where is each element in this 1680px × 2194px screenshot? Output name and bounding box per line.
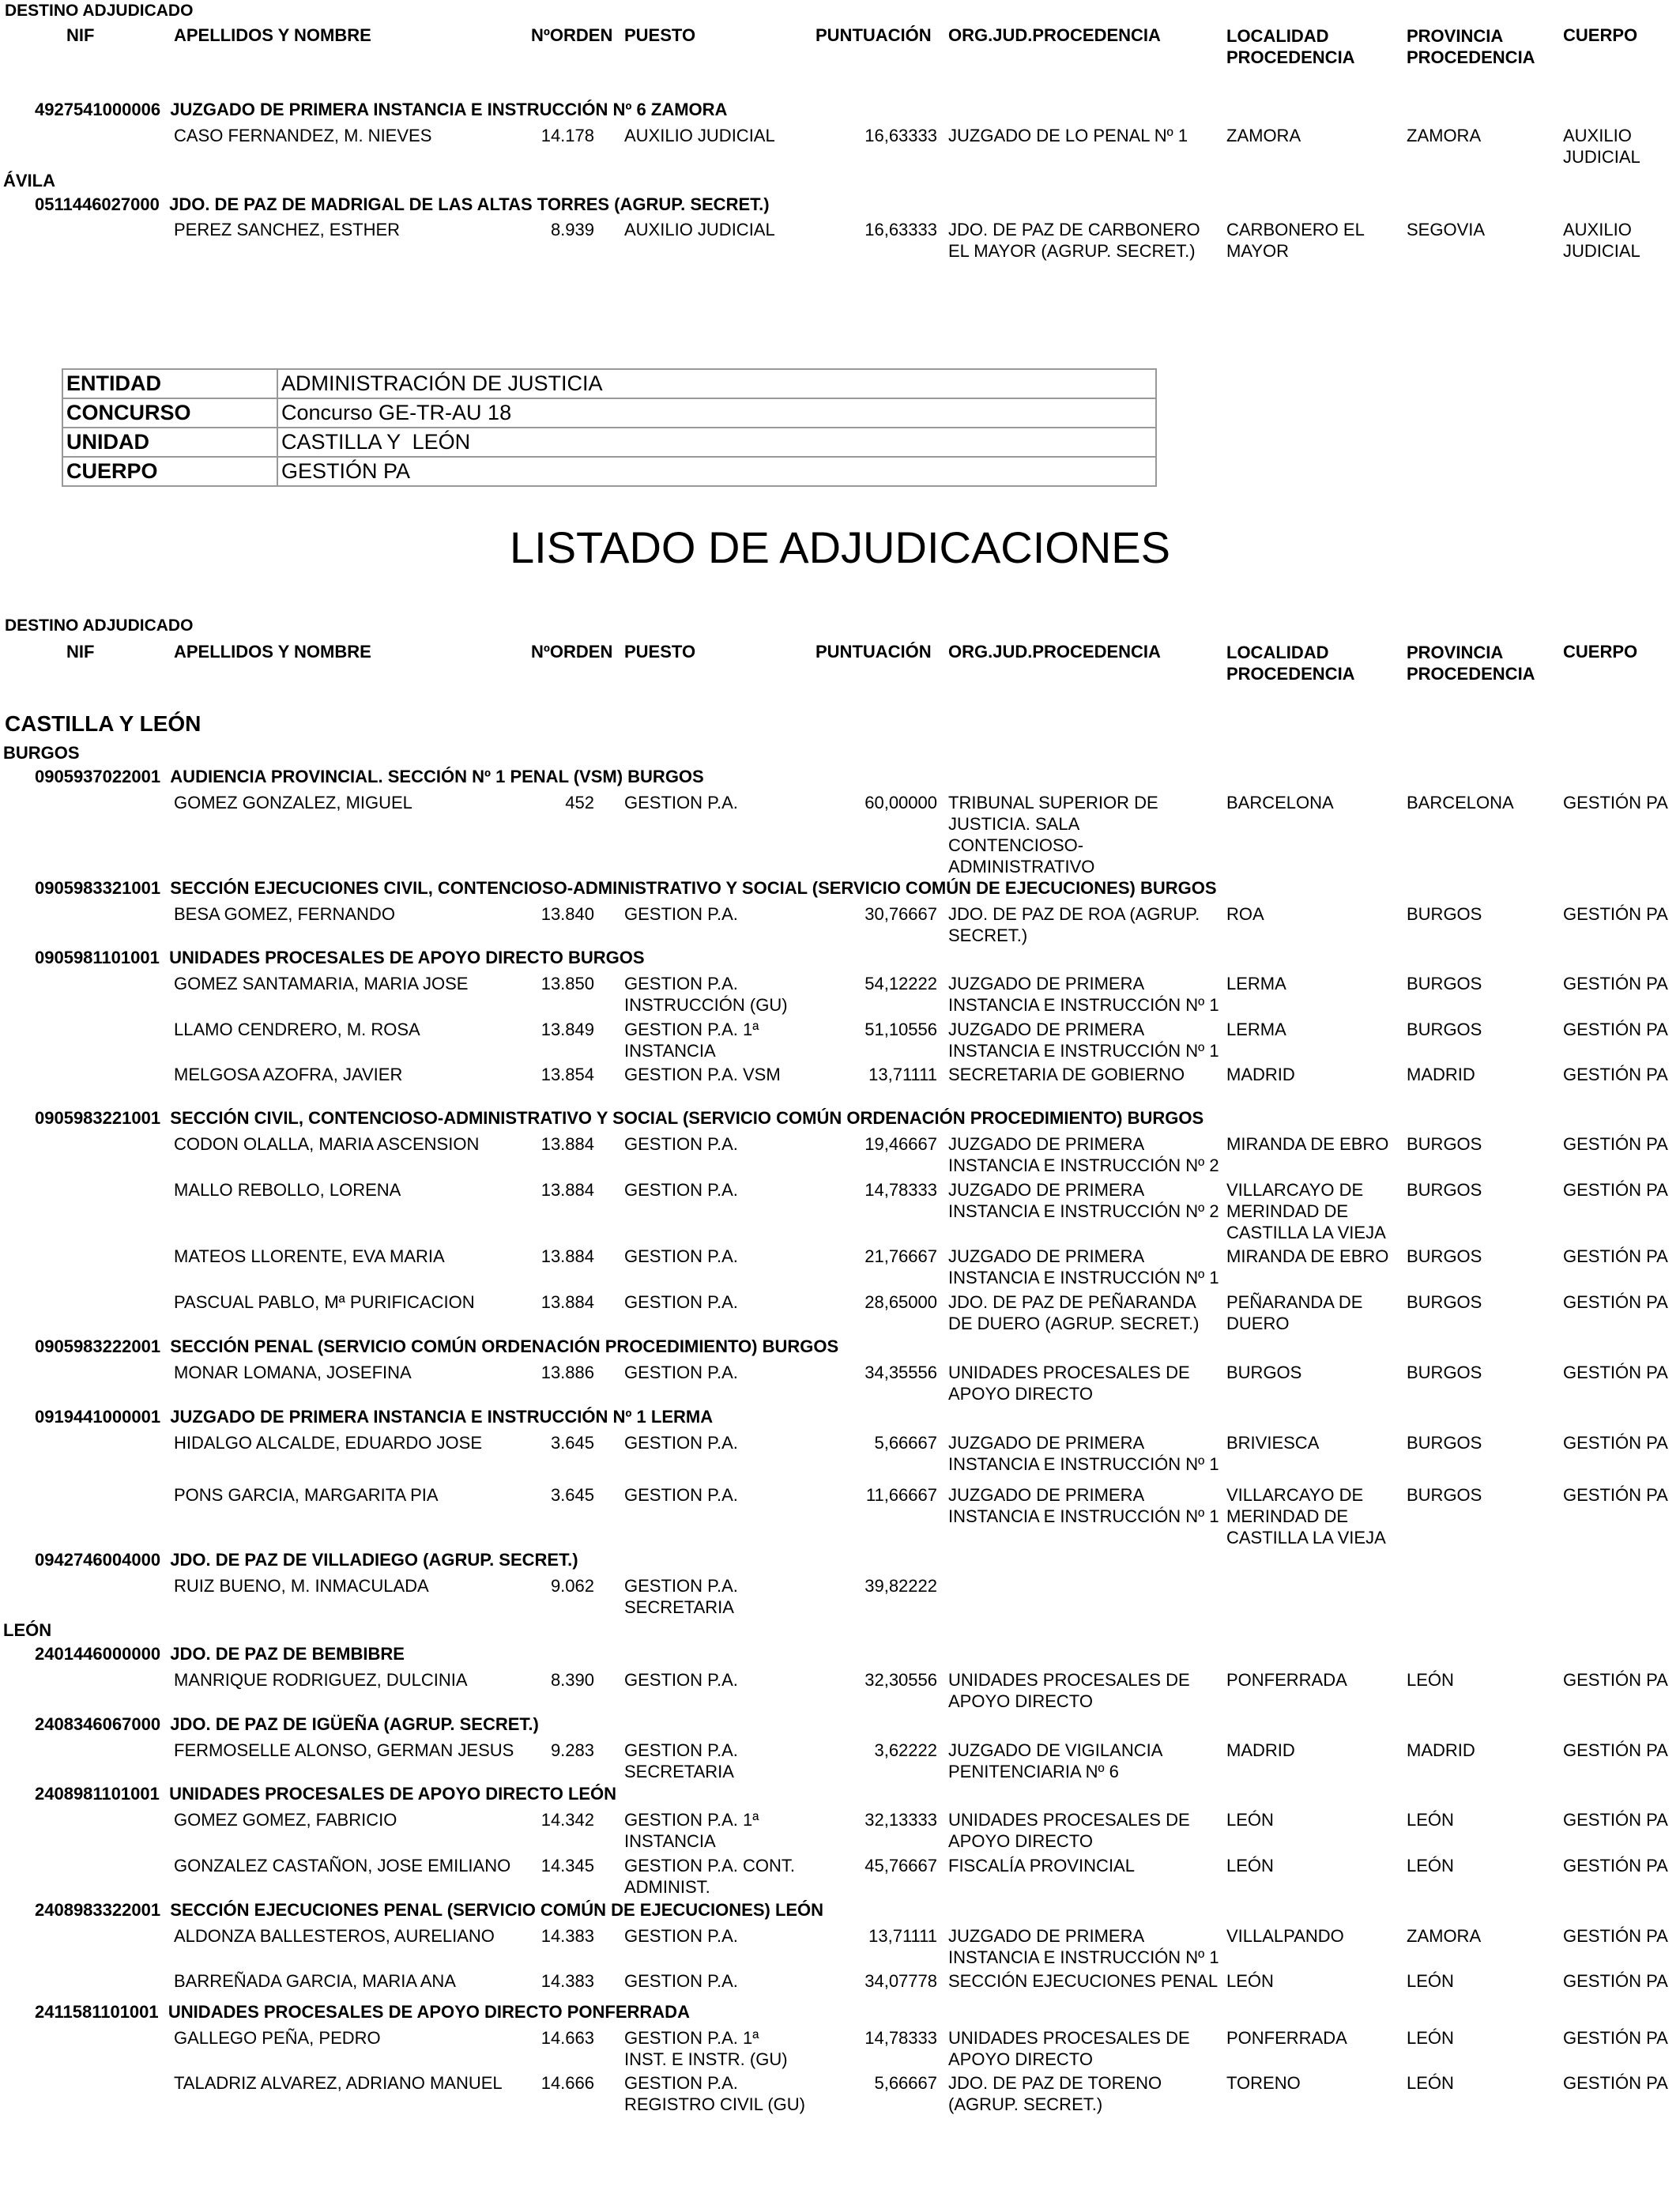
cell-puesto: GESTION P.A. — [624, 1926, 738, 1946]
unit-code: 2408981101001 — [35, 1784, 160, 1804]
info-value: GESTIÓN PA — [277, 457, 1156, 486]
cell-nombre: GOMEZ GOMEZ, FABRICIO — [174, 1810, 397, 1830]
region-title: CASTILLA Y LEÓN — [5, 711, 202, 736]
unit-name: JDO. DE PAZ DE MADRIGAL DE LAS ALTAS TORRES (AGRUP. SECRET.) — [169, 194, 770, 214]
cell-puntuacion: 5,66667 — [874, 1433, 937, 1453]
unit-name: SECCIÓN PENAL (SERVICIO COMÚN ORDENACIÓN PROCEDIMIENTO) BURGOS — [170, 1336, 839, 1356]
cell-puntuacion: 30,76667 — [864, 904, 937, 924]
col-nombre: APELLIDOS Y NOMBRE — [174, 642, 371, 662]
cell-provincia: BURGOS — [1407, 1485, 1482, 1505]
cell-puntuacion: 11,66667 — [865, 1485, 937, 1505]
cell-localidad: BARCELONA — [1226, 793, 1334, 812]
cell-localidad: LEÓN — [1226, 1971, 1274, 1991]
cell-provincia: ZAMORA — [1407, 1926, 1482, 1946]
cell-cuerpo: GESTIÓN PA — [1563, 2028, 1668, 2048]
cell-provincia: LEÓN — [1407, 1810, 1454, 1830]
cell-provincia: BURGOS — [1407, 1020, 1482, 1039]
info-key: UNIDAD — [62, 428, 277, 457]
cell-nombre: CASO FERNANDEZ, M. NIEVES — [174, 126, 432, 145]
unit-header — [35, 194, 770, 215]
cell-localidad: BURGOS — [1226, 1363, 1302, 1382]
cell-provincia: BURGOS — [1407, 974, 1482, 993]
cell-puesto: GESTION P.A. INSTRUCCIÓN (GU) — [624, 974, 788, 1015]
cell-orden: 13.886 — [541, 1363, 594, 1382]
col-localidad: LOCALIDAD PROCEDENCIA — [1226, 26, 1355, 67]
cell-localidad: TORENO — [1226, 2073, 1301, 2093]
info-row-concurso — [62, 398, 1156, 428]
cell-org: JUZGADO DE PRIMERA INSTANCIA E INSTRUCCIÓN Nº 1 — [948, 974, 1219, 1015]
cell-org: JUZGADO DE PRIMERA INSTANCIA E INSTRUCCIÓN Nº 1 — [948, 1485, 1219, 1526]
cell-nombre: GONZALEZ CASTAÑON, JOSE EMILIANO — [174, 1856, 511, 1875]
cell-puesto: GESTION P.A. — [624, 1433, 738, 1453]
cell-cuerpo: GESTIÓN PA — [1563, 1020, 1668, 1039]
cell-provincia: MADRID — [1407, 1740, 1475, 1760]
cell-org: JDO. DE PAZ DE PEÑARANDA DE DUERO (AGRUP. SECRET.) — [948, 1292, 1200, 1333]
cell-provincia: LEÓN — [1407, 2028, 1454, 2048]
unit-name: JUZGADO DE PRIMERA INSTANCIA E INSTRUCCIÓN Nº 1 LERMA — [170, 1407, 714, 1427]
cell-cuerpo: AUXILIO JUDICIAL — [1563, 220, 1640, 261]
unit-header — [35, 1108, 1203, 1129]
cell-puesto: GESTION P.A. — [624, 904, 738, 924]
cell-orden: 14.342 — [541, 1810, 594, 1830]
unit-name: UNIDADES PROCESALES DE APOYO DIRECTO LEÓN — [169, 1784, 617, 1804]
col-puesto: PUESTO — [624, 642, 696, 662]
province-label: BURGOS — [3, 743, 80, 763]
cell-org: UNIDADES PROCESALES DE APOYO DIRECTO — [948, 2028, 1190, 2069]
cell-puesto: GESTION P.A. — [624, 1180, 738, 1200]
cell-cuerpo: GESTIÓN PA — [1563, 1810, 1668, 1830]
cell-org: JUZGADO DE LO PENAL Nº 1 — [948, 126, 1188, 145]
cell-puesto: GESTION P.A. 1ª INST. E INSTR. (GU) — [624, 2028, 788, 2069]
cell-localidad: MIRANDA DE EBRO — [1226, 1246, 1389, 1266]
cell-nombre: MALLO REBOLLO, LORENA — [174, 1180, 401, 1200]
cell-puntuacion: 51,10556 — [864, 1020, 937, 1039]
info-table — [62, 368, 1157, 487]
cell-org: JUZGADO DE PRIMERA INSTANCIA E INSTRUCCIÓN Nº 1 — [948, 1926, 1219, 1967]
cell-nombre: BARREÑADA GARCIA, MARIA ANA — [174, 1971, 456, 1991]
cell-puntuacion: 14,78333 — [864, 1180, 937, 1200]
cell-localidad: BRIVIESCA — [1226, 1433, 1320, 1453]
cell-localidad: VILLARCAYO DE MERINDAD DE CASTILLA LA VIEJA — [1226, 1485, 1386, 1547]
cell-nombre: MONAR LOMANA, JOSEFINA — [174, 1363, 412, 1382]
col-nif: NIF — [66, 642, 95, 662]
info-key: CUERPO — [62, 457, 277, 486]
cell-provincia: BURGOS — [1407, 1246, 1482, 1266]
cell-org: JUZGADO DE PRIMERA INSTANCIA E INSTRUCCIÓN Nº 2 — [948, 1134, 1219, 1175]
cell-puesto: GESTION P.A. — [624, 1485, 738, 1505]
col-nif: NIF — [66, 25, 95, 45]
unit-header — [35, 100, 727, 120]
col-provincia: PROVINCIA PROCEDENCIA — [1407, 26, 1535, 67]
cell-cuerpo: GESTIÓN PA — [1563, 1971, 1668, 1991]
cell-localidad: LEÓN — [1226, 1856, 1274, 1875]
unit-code: 0919441000001 — [35, 1407, 161, 1427]
cell-provincia: LEÓN — [1407, 1670, 1454, 1690]
cell-orden: 9.062 — [550, 1576, 594, 1596]
cell-puesto: AUXILIO JUDICIAL — [624, 126, 775, 145]
cell-nombre: FERMOSELLE ALONSO, GERMAN JESUS — [174, 1740, 514, 1760]
cell-orden: 13.884 — [541, 1134, 594, 1154]
cell-cuerpo: GESTIÓN PA — [1563, 1246, 1668, 1266]
cell-cuerpo: GESTIÓN PA — [1563, 1065, 1668, 1084]
cell-orden: 452 — [565, 793, 594, 812]
cell-provincia: LEÓN — [1407, 1856, 1454, 1875]
col-provincia: PROVINCIA PROCEDENCIA — [1407, 643, 1535, 684]
cell-puesto: GESTION P.A. 1ª INSTANCIA — [624, 1810, 759, 1851]
unit-name: JDO. DE PAZ DE VILLADIEGO (AGRUP. SECRET.) — [170, 1550, 578, 1570]
cell-orden: 3.645 — [550, 1485, 594, 1505]
cell-org: JUZGADO DE PRIMERA INSTANCIA E INSTRUCCIÓN Nº 1 — [948, 1433, 1219, 1474]
cell-puntuacion: 13,71111 — [868, 1065, 937, 1084]
cell-puntuacion: 16,63333 — [864, 126, 937, 145]
cell-org: UNIDADES PROCESALES DE APOYO DIRECTO — [948, 1810, 1190, 1851]
cell-nombre: RUIZ BUENO, M. INMACULADA — [174, 1576, 429, 1596]
cell-nombre: TALADRIZ ALVAREZ, ADRIANO MANUEL — [174, 2073, 503, 2093]
cell-nombre: MATEOS LLORENTE, EVA MARIA — [174, 1246, 445, 1266]
col-puntuacion: PUNTUACIÓN — [816, 642, 932, 662]
cell-nombre: PEREZ SANCHEZ, ESTHER — [174, 220, 401, 239]
unit-code: 0905937022001 — [35, 767, 161, 786]
unit-name: SECCIÓN EJECUCIONES CIVIL, CONTENCIOSO-ADMINISTRATIVO Y SOCIAL (SERVICIO COMÚN DE EJECUCIONES) BURGOS — [170, 878, 1217, 898]
unit-code: 2401446000000 — [35, 1644, 161, 1664]
cell-cuerpo: GESTIÓN PA — [1563, 1134, 1668, 1154]
unit-header — [35, 1336, 838, 1357]
unit-code: 2408983322001 — [35, 1900, 161, 1920]
cell-puesto: GESTION P.A. — [624, 1246, 738, 1266]
unit-name: AUDIENCIA PROVINCIAL. SECCIÓN Nº 1 PENAL (VSM) BURGOS — [170, 767, 704, 786]
cell-puntuacion: 34,35556 — [864, 1363, 937, 1382]
unit-name: UNIDADES PROCESALES DE APOYO DIRECTO PONFERRADA — [168, 2002, 690, 2022]
page-title: LISTADO DE ADJUDICACIONES — [509, 522, 1170, 572]
cell-localidad: MADRID — [1226, 1065, 1295, 1084]
col-orden: NºORDEN — [531, 25, 613, 45]
unit-header — [35, 767, 704, 787]
col-puntuacion: PUNTUACIÓN — [816, 25, 932, 45]
col-localidad: LOCALIDAD PROCEDENCIA — [1226, 643, 1355, 684]
cell-puntuacion: 14,78333 — [864, 2028, 937, 2048]
cell-cuerpo: GESTIÓN PA — [1563, 1485, 1668, 1505]
cell-localidad: PONFERRADA — [1226, 1670, 1347, 1690]
col-cuerpo: CUERPO — [1563, 642, 1638, 662]
cell-orden: 14.666 — [541, 2073, 594, 2093]
cell-org: UNIDADES PROCESALES DE APOYO DIRECTO — [948, 1670, 1190, 1711]
destino-header: DESTINO ADJUDICADO — [5, 2, 194, 20]
cell-nombre: ALDONZA BALLESTEROS, AURELIANO — [174, 1926, 495, 1946]
cell-puesto: GESTION P.A. — [624, 1363, 738, 1382]
cell-puntuacion: 32,13333 — [864, 1810, 937, 1830]
cell-provincia: BARCELONA — [1407, 793, 1514, 812]
col-cuerpo: CUERPO — [1563, 25, 1638, 45]
unit-code: 4927541000006 — [35, 100, 161, 119]
cell-puesto: GESTION P.A. VSM — [624, 1065, 781, 1084]
cell-puntuacion: 5,66667 — [874, 2073, 937, 2093]
cell-org: JDO. DE PAZ DE CARBONERO EL MAYOR (AGRUP. SECRET.) — [948, 220, 1200, 261]
cell-org: JUZGADO DE PRIMERA INSTANCIA E INSTRUCCIÓN Nº 1 — [948, 1246, 1219, 1287]
cell-orden: 14.178 — [541, 126, 594, 145]
cell-orden: 3.645 — [550, 1433, 594, 1453]
cell-org: UNIDADES PROCESALES DE APOYO DIRECTO — [948, 1363, 1190, 1404]
cell-org: JUZGADO DE PRIMERA INSTANCIA E INSTRUCCIÓN Nº 1 — [948, 1020, 1219, 1061]
unit-header — [35, 1784, 616, 1804]
cell-cuerpo: GESTIÓN PA — [1563, 1292, 1668, 1312]
cell-provincia: BURGOS — [1407, 1292, 1482, 1312]
info-value: Concurso GE-TR-AU 18 — [277, 398, 1156, 428]
cell-puesto: GESTION P.A. SECRETARIA — [624, 1576, 738, 1617]
unit-code: 0905983321001 — [35, 878, 161, 898]
cell-puesto: GESTION P.A. — [624, 1670, 738, 1690]
province-label: LEÓN — [3, 1620, 52, 1640]
unit-header — [35, 2002, 690, 2022]
cell-provincia: LEÓN — [1407, 1971, 1454, 1991]
cell-cuerpo: GESTIÓN PA — [1563, 1180, 1668, 1200]
cell-org: TRIBUNAL SUPERIOR DE JUSTICIA. SALA CONTENCIOSO- ADMINISTRATIVO — [948, 793, 1158, 876]
unit-code: 0905983221001 — [35, 1108, 161, 1128]
cell-localidad: ROA — [1226, 904, 1264, 924]
cell-puntuacion: 32,30556 — [864, 1670, 937, 1690]
cell-nombre: GALLEGO PEÑA, PEDRO — [174, 2028, 381, 2048]
cell-orden: 13.850 — [541, 974, 594, 993]
info-key: CONCURSO — [62, 398, 277, 428]
cell-nombre: GOMEZ GONZALEZ, MIGUEL — [174, 793, 412, 812]
unit-name: UNIDADES PROCESALES DE APOYO DIRECTO BURGOS — [169, 948, 645, 967]
cell-puesto: GESTION P.A. — [624, 1971, 738, 1991]
cell-cuerpo: GESTIÓN PA — [1563, 793, 1668, 812]
cell-cuerpo: GESTIÓN PA — [1563, 1926, 1668, 1946]
cell-orden: 13.840 — [541, 904, 594, 924]
cell-cuerpo: GESTIÓN PA — [1563, 1433, 1668, 1453]
cell-cuerpo: AUXILIO JUDICIAL — [1563, 126, 1640, 167]
col-org: ORG.JUD.PROCEDENCIA — [948, 642, 1161, 662]
cell-localidad: VILLALPANDO — [1226, 1926, 1344, 1946]
unit-header — [35, 1407, 713, 1427]
col-orden: NºORDEN — [531, 642, 613, 662]
cell-provincia: BURGOS — [1407, 1134, 1482, 1154]
info-value: CASTILLA Y LEÓN — [277, 428, 1156, 457]
cell-puntuacion: 3,62222 — [874, 1740, 937, 1760]
unit-header — [35, 878, 1217, 899]
cell-puntuacion: 45,76667 — [864, 1856, 937, 1875]
cell-localidad: VILLARCAYO DE MERINDAD DE CASTILLA LA VIEJA — [1226, 1180, 1386, 1242]
cell-orden: 14.383 — [541, 1926, 594, 1946]
info-value: ADMINISTRACIÓN DE JUSTICIA — [277, 369, 1156, 398]
cell-nombre: MANRIQUE RODRIGUEZ, DULCINIA — [174, 1670, 468, 1690]
unit-name: JDO. DE PAZ DE IGÜEÑA (AGRUP. SECRET.) — [170, 1714, 539, 1734]
unit-code: 0905983222001 — [35, 1336, 161, 1356]
cell-puesto: GESTION P.A. SECRETARIA — [624, 1740, 738, 1781]
cell-nombre: GOMEZ SANTAMARIA, MARIA JOSE — [174, 974, 469, 993]
cell-localidad: MADRID — [1226, 1740, 1295, 1760]
unit-code: 2408346067000 — [35, 1714, 161, 1734]
cell-orden: 14.383 — [541, 1971, 594, 1991]
unit-code: 0905981101001 — [35, 948, 160, 967]
cell-cuerpo: GESTIÓN PA — [1563, 2073, 1668, 2093]
cell-orden: 8.390 — [550, 1670, 594, 1690]
cell-puntuacion: 60,00000 — [864, 793, 937, 812]
cell-puntuacion: 13,71111 — [868, 1926, 937, 1946]
cell-puntuacion: 34,07778 — [864, 1971, 937, 1991]
cell-puesto: GESTION P.A. REGISTRO CIVIL (GU) — [624, 2073, 805, 2114]
province-label: ÁVILA — [3, 171, 55, 190]
cell-org: JDO. DE PAZ DE TORENO (AGRUP. SECRET.) — [948, 2073, 1162, 2114]
cell-orden: 14.345 — [541, 1856, 594, 1875]
cell-org: JUZGADO DE VIGILANCIA PENITENCIARIA Nº 6 — [948, 1740, 1163, 1781]
unit-name: JUZGADO DE PRIMERA INSTANCIA E INSTRUCCIÓN Nº 6 ZAMORA — [170, 100, 728, 119]
unit-header — [35, 1644, 405, 1664]
cell-provincia: MADRID — [1407, 1065, 1475, 1084]
cell-orden: 13.884 — [541, 1246, 594, 1266]
cell-puesto: AUXILIO JUDICIAL — [624, 220, 775, 239]
info-row-entidad — [62, 369, 1156, 398]
cell-puntuacion: 19,46667 — [864, 1134, 937, 1154]
cell-org: FISCALÍA PROVINCIAL — [948, 1856, 1135, 1875]
info-row-cuerpo — [62, 457, 1156, 486]
cell-nombre: PASCUAL PABLO, Mª PURIFICACION — [174, 1292, 475, 1312]
col-puesto: PUESTO — [624, 25, 696, 45]
cell-provincia: BURGOS — [1407, 1180, 1482, 1200]
unit-header — [35, 1714, 539, 1735]
cell-localidad: PONFERRADA — [1226, 2028, 1347, 2048]
cell-cuerpo: GESTIÓN PA — [1563, 1670, 1668, 1690]
unit-name: SECCIÓN CIVIL, CONTENCIOSO-ADMINISTRATIVO Y SOCIAL (SERVICIO COMÚN ORDENACIÓN PROCEDIMIENTO) BURGOS — [170, 1108, 1204, 1128]
cell-localidad: CARBONERO EL MAYOR — [1226, 220, 1365, 261]
unit-header — [35, 1550, 578, 1570]
cell-puntuacion: 21,76667 — [864, 1246, 937, 1266]
unit-header — [35, 1900, 823, 1921]
cell-puntuacion: 54,12222 — [864, 974, 937, 993]
cell-puntuacion: 28,65000 — [864, 1292, 937, 1312]
info-key: ENTIDAD — [62, 369, 277, 398]
cell-puntuacion: 39,82222 — [864, 1576, 937, 1596]
unit-header — [35, 948, 645, 968]
cell-puesto: GESTION P.A. 1ª INSTANCIA — [624, 1020, 759, 1061]
cell-org: JDO. DE PAZ DE ROA (AGRUP. SECRET.) — [948, 904, 1200, 945]
cell-provincia: LEÓN — [1407, 2073, 1454, 2093]
cell-puesto: GESTION P.A. — [624, 1134, 738, 1154]
cell-localidad: LERMA — [1226, 1020, 1286, 1039]
cell-puesto: GESTION P.A. — [624, 1292, 738, 1312]
cell-orden: 13.884 — [541, 1292, 594, 1312]
cell-puesto: GESTION P.A. — [624, 793, 738, 812]
unit-name: JDO. DE PAZ DE BEMBIBRE — [170, 1644, 405, 1664]
info-row-unidad — [62, 428, 1156, 457]
cell-org: JUZGADO DE PRIMERA INSTANCIA E INSTRUCCIÓN Nº 2 — [948, 1180, 1219, 1221]
cell-nombre: BESA GOMEZ, FERNANDO — [174, 904, 395, 924]
cell-orden: 13.854 — [541, 1065, 594, 1084]
destino-header: DESTINO ADJUDICADO — [5, 616, 194, 635]
col-nombre: APELLIDOS Y NOMBRE — [174, 25, 371, 45]
cell-nombre: HIDALGO ALCALDE, EDUARDO JOSE — [174, 1433, 482, 1453]
cell-nombre: MELGOSA AZOFRA, JAVIER — [174, 1065, 403, 1084]
cell-orden: 8.939 — [550, 220, 594, 239]
cell-cuerpo: GESTIÓN PA — [1563, 1856, 1668, 1875]
cell-provincia: BURGOS — [1407, 904, 1482, 924]
cell-cuerpo: GESTIÓN PA — [1563, 904, 1668, 924]
cell-cuerpo: GESTIÓN PA — [1563, 974, 1668, 993]
cell-localidad: LERMA — [1226, 974, 1286, 993]
cell-orden: 13.884 — [541, 1180, 594, 1200]
cell-cuerpo: GESTIÓN PA — [1563, 1740, 1668, 1760]
cell-localidad: LEÓN — [1226, 1810, 1274, 1830]
unit-code: 0942746004000 — [35, 1550, 161, 1570]
cell-nombre: CODON OLALLA, MARIA ASCENSION — [174, 1134, 480, 1154]
cell-provincia: ZAMORA — [1407, 126, 1482, 145]
cell-provincia: BURGOS — [1407, 1433, 1482, 1453]
unit-name: SECCIÓN EJECUCIONES PENAL (SERVICIO COMÚN DE EJECUCIONES) LEÓN — [170, 1900, 824, 1920]
cell-localidad: ZAMORA — [1226, 126, 1301, 145]
cell-orden: 13.849 — [541, 1020, 594, 1039]
cell-puntuacion: 16,63333 — [864, 220, 937, 239]
cell-nombre: LLAMO CENDRERO, M. ROSA — [174, 1020, 420, 1039]
cell-nombre: PONS GARCIA, MARGARITA PIA — [174, 1485, 439, 1505]
cell-orden: 9.283 — [550, 1740, 594, 1760]
cell-localidad: PEÑARANDA DE DUERO — [1226, 1292, 1363, 1333]
cell-puesto: GESTION P.A. CONT. ADMINIST. — [624, 1856, 795, 1897]
cell-org: SECRETARIA DE GOBIERNO — [948, 1065, 1185, 1084]
col-org: ORG.JUD.PROCEDENCIA — [948, 25, 1161, 45]
cell-localidad: MIRANDA DE EBRO — [1226, 1134, 1389, 1154]
unit-code: 2411581101001 — [35, 2002, 159, 2022]
cell-org: SECCIÓN EJECUCIONES PENAL — [948, 1971, 1219, 1991]
cell-provincia: BURGOS — [1407, 1363, 1482, 1382]
cell-orden: 14.663 — [541, 2028, 594, 2048]
cell-provincia: SEGOVIA — [1407, 220, 1486, 239]
unit-code: 0511446027000 — [35, 194, 160, 214]
cell-cuerpo: GESTIÓN PA — [1563, 1363, 1668, 1382]
